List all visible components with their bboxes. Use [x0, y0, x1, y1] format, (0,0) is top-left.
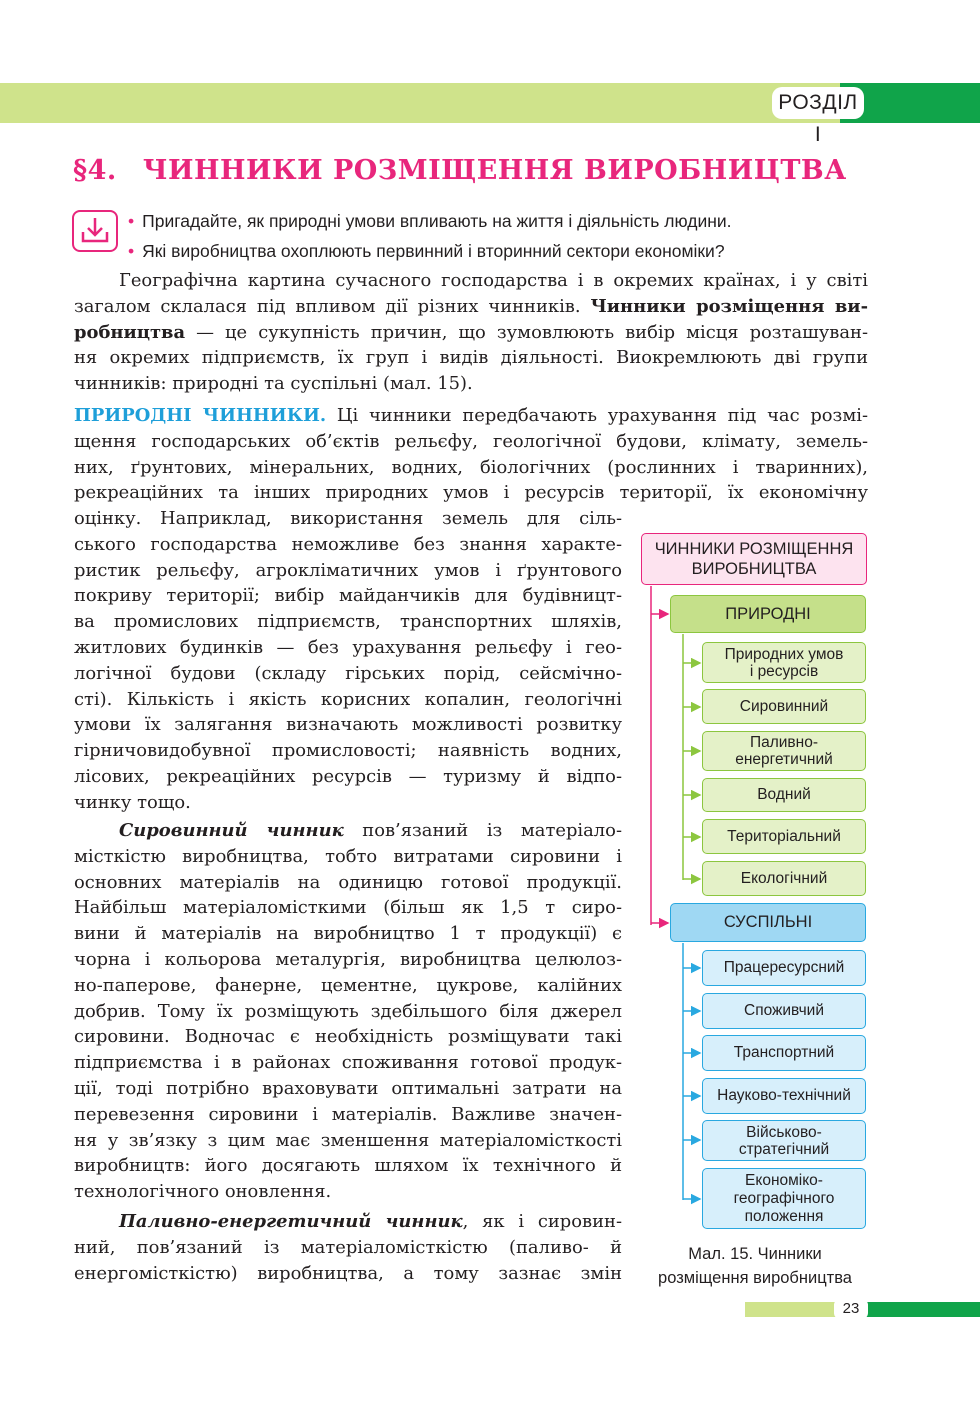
social-item-box: Економіко- географічного положення: [702, 1168, 866, 1229]
social-item-box: Військово- стратегічний: [702, 1120, 866, 1161]
natural-item-box: Водний: [702, 778, 866, 812]
chapter-label: РОЗДІЛ І: [772, 87, 864, 119]
social-item-box: Науково-технічний: [702, 1078, 866, 1114]
natural-factors-paragraph-cont: оцінку. Наприклад, використання земель для сіль- ського господарства неможливе без знання характе- ристик рельєфу, агрокліматичних умов і ґрунтового покриву території; вибір майданчиків для будівницт- ва промислових підприємств, транспортних шляхів, житлових будинків — без урахування рельєфу і гео- логічної будови (складу гірських порід, сейсмічно- сті). Кількість і якість корисних копалин, геологічні умови їх залягання визначають можливості розвитку гірничовидобувної промисловості; наявність водних, лісових, рекреаційних ресурсів — туризму й відпо- чинку тощо.: [74, 508, 622, 813]
section-number: §4.: [73, 155, 117, 186]
social-factors-box: СУСПІЛЬНІ: [670, 903, 866, 942]
diagram-root-box: ЧИННИКИ РОЗМІЩЕННЯ ВИРОБНИЦТВА: [641, 533, 867, 585]
natural-item-box: Сировинний: [702, 689, 866, 724]
raw-material-paragraph: Сировинний чинник пов’язаний із матеріало- місткістю виробництва, тобто витратами сировини і основних матеріалів на одиницю готової продукції. Найбільш матеріаломісткими (більш як 1,5 т сиро- вини й матеріалів на виробництво 1 т продукції) є чорна і кольорова металургія, виробництва целюлоз- но-паперове, фанерне, цементне, цукрове, калійних добрив. Тому їх розміщують здебільшого біля джерел сировини. Водночас є необхідність розміщувати такі підприємства і в районах споживання готової продук- ції, тоді потрібно враховувати оптимальні затрати на перевезення сировини і матеріалів. Важливе значен- ня у зв’язку з цим має зменшення матеріаломісткості виробництв: його досягають шляхом їх технічного й технологічного оновлення.: [74, 820, 622, 1203]
fuel-energy-paragraph: Паливно-енергетичний чинник, як і сировин- ний, пов’язаний із матеріаломісткістю (паливо- й енергомісткістю) виробництва, а тому зазнає змін: [74, 1211, 622, 1284]
question-item: • Пригадайте, як природні умови впливають на життя і діяльність людини.: [128, 211, 732, 231]
figure-caption: Мал. 15. Чинники розміщення виробництва: [658, 1245, 852, 1287]
social-item-box: Транспортний: [702, 1035, 866, 1071]
natural-factors-heading: ПРИРОДНІ ЧИННИКИ.: [74, 405, 327, 426]
natural-item-box: Природних умов і ресурсів: [702, 642, 866, 683]
intro-paragraph: Географічна картина сучасного господарства і в окремих країнах, і у світі загалом склалася під впливом дії різних чинників. Чинники розміщення ви- робництва — це сукупність причин, що зумовлюють вибір місця розташуван- ня окремих підприємств, їх груп і видів діяльності. Виокремлюють дві групи чинників: природні та суспільні (мал. 15).: [74, 270, 868, 395]
natural-item-box: Паливно- енергетичний: [702, 731, 866, 771]
section-title: ЧИННИКИ РОЗМІЩЕННЯ ВИРОБНИЦТВА: [142, 155, 847, 186]
natural-factors-paragraph: ПРИРОДНІ ЧИННИКИ. Ці чинники передбачають урахування під час розмі- щення господарських об’єктів рельєфу, геологічної будови, клімату, земель- них, ґрунтових, мінеральних, водних, біологічних (рослинних і тваринних), рекреаційних та інших природних умов і ресурсів території, їх економічну: [74, 405, 868, 504]
question-item: • Які виробництва охоплюють первинний і вторинний сектори економіки?: [128, 241, 725, 261]
social-item-box: Споживчий: [702, 993, 866, 1029]
page-number: 23: [834, 1299, 868, 1319]
footer-band-accent: [862, 1302, 980, 1317]
natural-factors-box: ПРИРОДНІ: [670, 595, 866, 633]
natural-item-box: Екологічний: [702, 861, 866, 896]
social-item-box: Працересурсний: [702, 950, 866, 986]
natural-item-box: Територіальний: [702, 819, 866, 854]
